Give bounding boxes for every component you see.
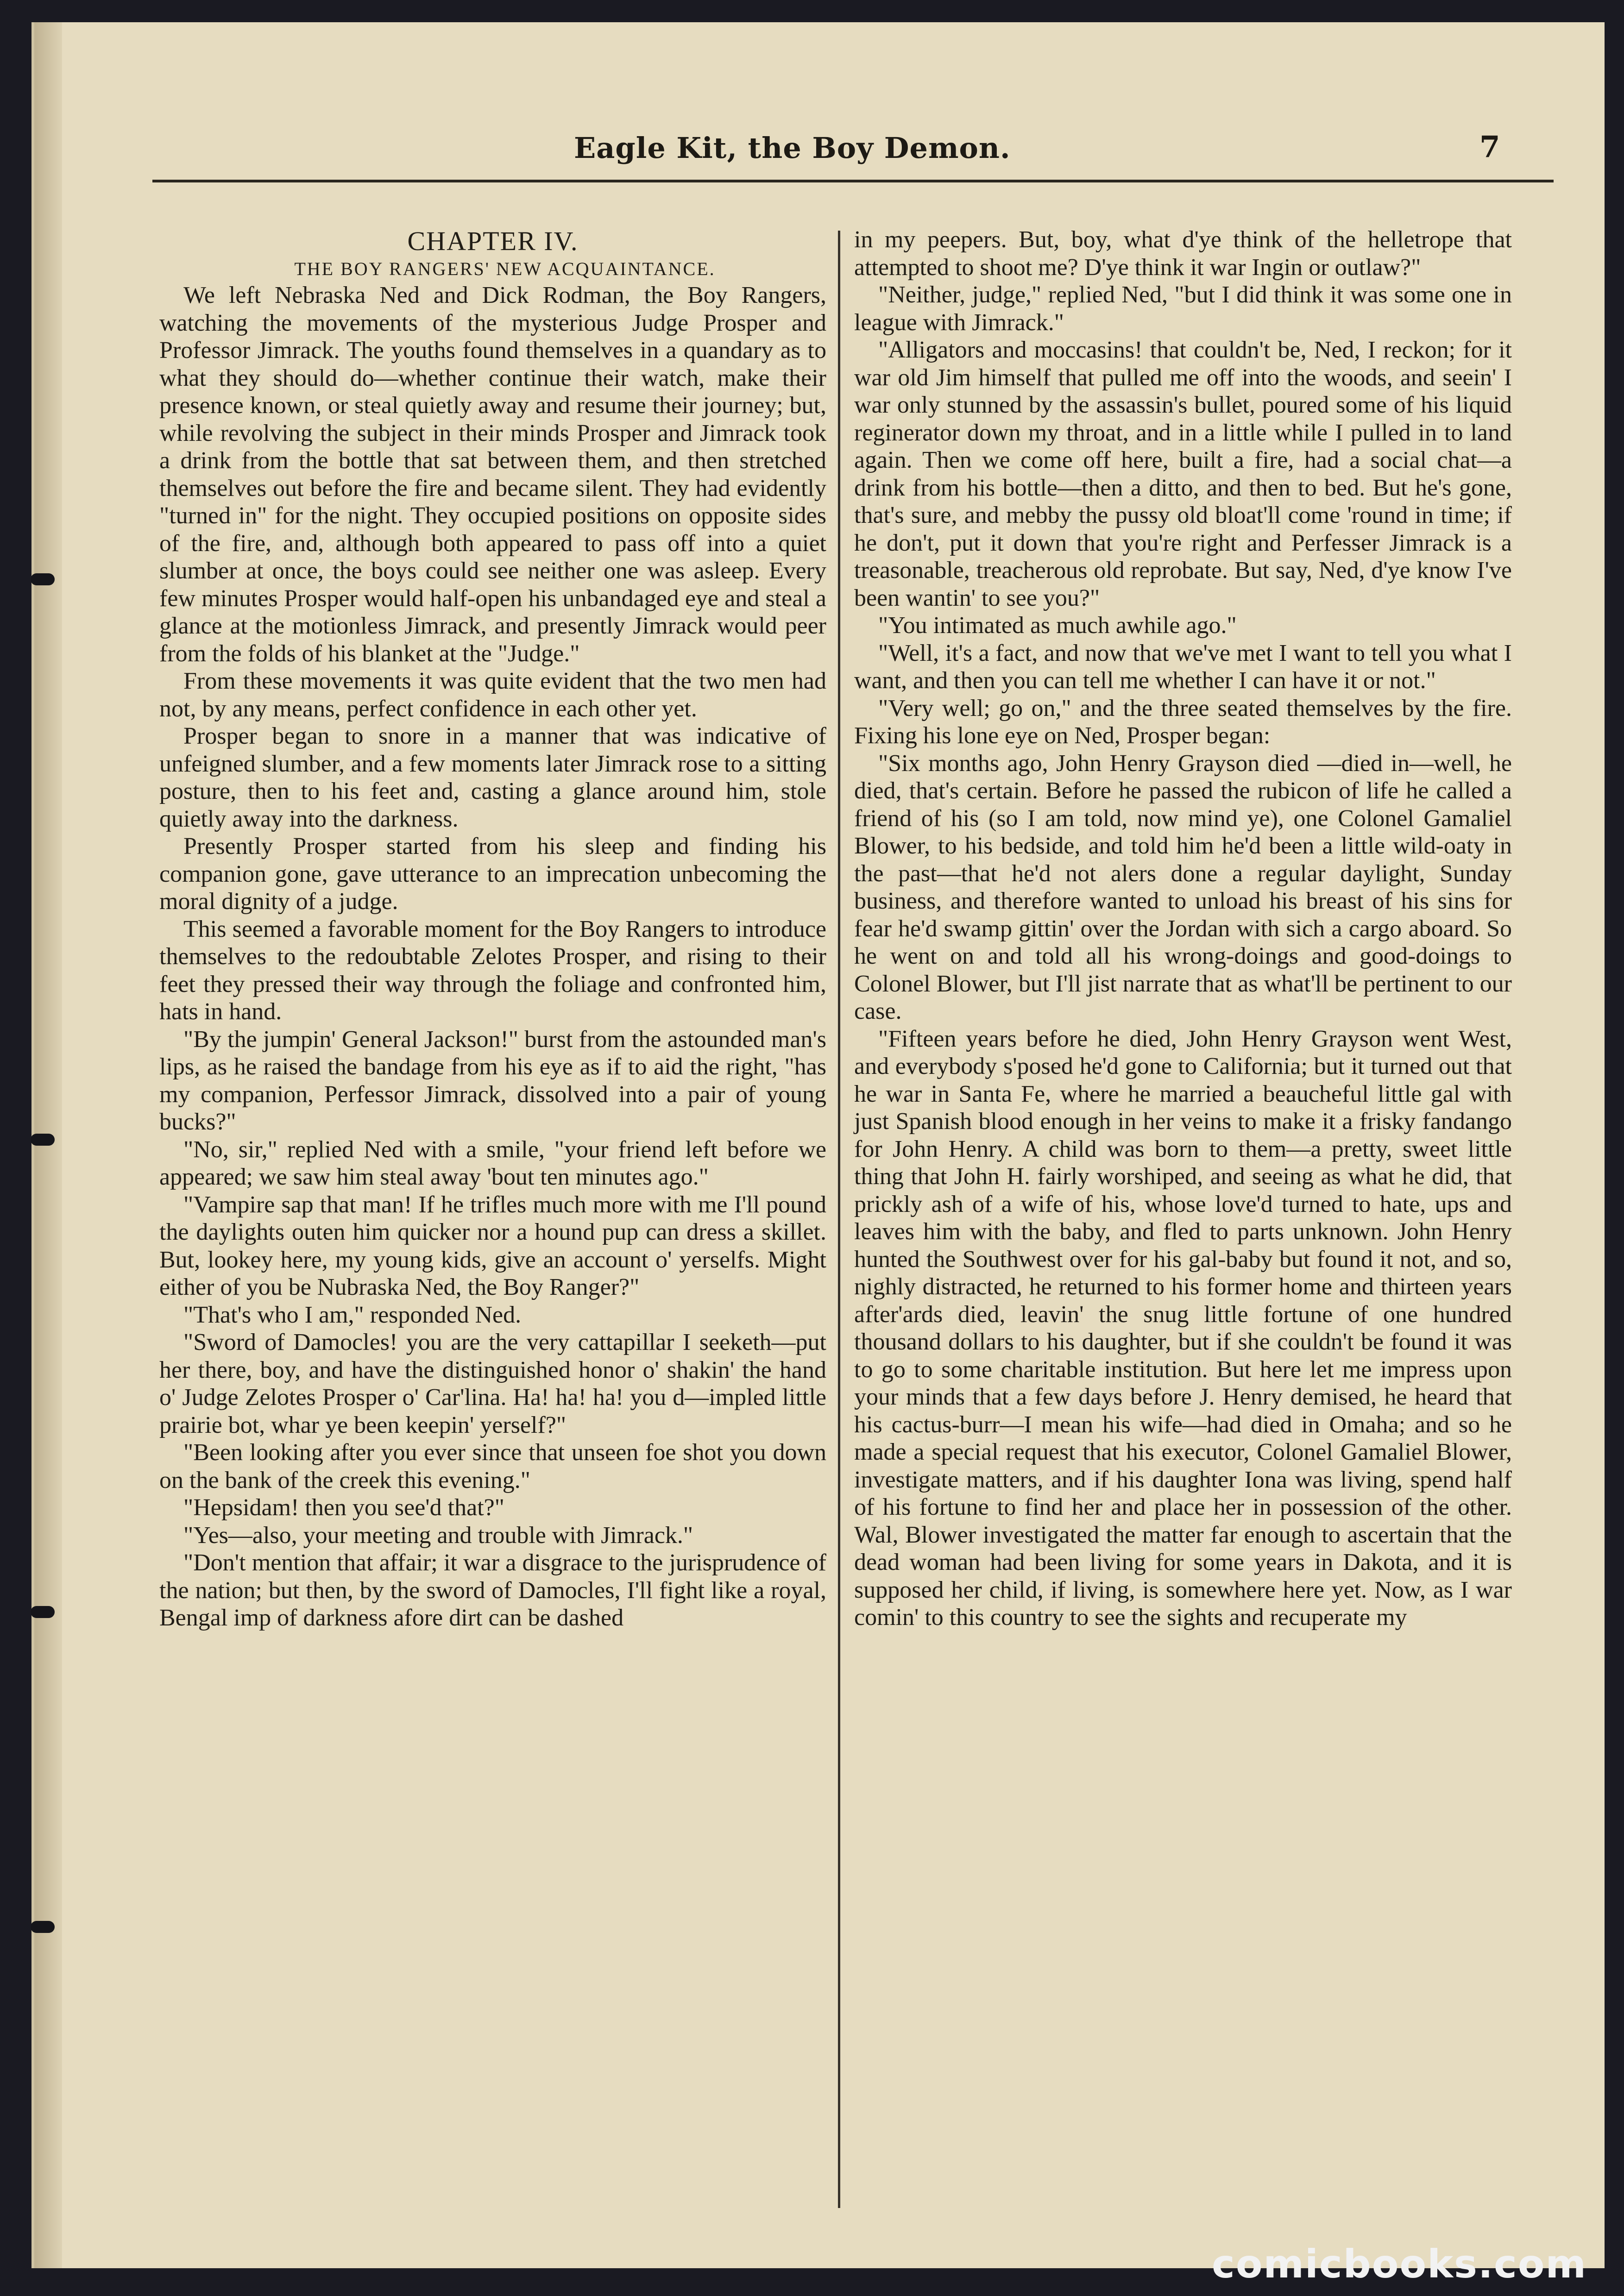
paragraph: "Fifteen years before he died, John Henry Grayson went West, and everybody s'posed he'd gone to California; but it turned out that he war in Santa Fe, where he married a beaucheful little gal with just Spanish blood enough in her veins to make it a frisky fandango for John Henry. A child was born to them—a pretty, sweet little thing that John H. fairly worshiped, and seeing as what he did, that prickly ash of a wife of his, whose love'd turned to hate, ups and leaves him with the baby, and fled to parts unknown. John Henry hunted the Southwest over for his gal-baby but found it not, and so, nighly distracted, he returned to his former home and thirteen years after'ards died, leavin' the snug little fortune of one hundred thousand dollars to his daughter, but if she couldn't be found it was to go to some charitable institution. But here let me impress upon your minds that a few days before J. Henry demised, he heard that his cactus-burr—I mean his wife—had died in Omaha; and so he made a special request that his executor, Colonel Gamaliel Blower, investigate matters, and if his daughter Iona was living, spend half of his fortune to find her and place her in possession of the other. Wal, Blower investigated the matter far enough to ascertain that the dead woman had been living for some years in Dakota, and it is supposed her child, if living, is somewhere here yet. Now, as I war comin' to this country to see the sights and recuperate my [854, 1025, 1512, 1631]
right-column [854, 226, 1512, 1631]
header-rule [152, 180, 1554, 182]
left-column [159, 226, 826, 1632]
paragraph: Presently Prosper started from his sleep and finding his companion gone, gave utterance to an imprecation unbecoming the moral dignity of a judge. [159, 833, 826, 915]
binding-edge [34, 22, 62, 2268]
paragraph: This seemed a favorable moment for the Boy Rangers to introduce themselves to the redoubtable Zelotes Prosper, and rising to their feet they pressed their way through the foliage and confronted him, hats in hand. [159, 916, 826, 1025]
paragraph: "By the jumpin' General Jackson!" burst from the astounded man's lips, as he raised the bandage from his eye as if to aid the right, "has my companion, Perfessor Jimrack, dissolved into a pair of young bucks?" [159, 1026, 826, 1135]
paragraph: "That's who I am," responded Ned. [183, 1301, 522, 1328]
chapter-title: CHAPTER IV. [407, 226, 579, 256]
binding-stitch [31, 1606, 55, 1618]
site-watermark: comicbooks.com [1212, 2241, 1587, 2287]
page-number: 7 [1479, 130, 1500, 164]
paragraph: "Hepsidam! then you see'd that?" [183, 1494, 504, 1521]
paragraph: "Alligators and moccasins! that couldn't be, Ned, I reckon; for it war old Jim himself that pulled me off into the woods, and seein' I war only stunned by the assassin's bullet, poured some of his liquid reginerator down my throat, and in a little while I pulled in to land again. Then we come off here, built a fire, had a social chat—a drink from his bottle—then a ditto, and then to bed. But he's gone, that's sure, and mebby the pussy old bloat'll come 'round in time; if he don't, put it down that you're right and Perfesser Jimrack is a treasonable, treacherous old reprobate. But say, Ned, d'ye know I've been wantin' to see you?" [854, 337, 1512, 611]
paragraph: "Don't mention that affair; it war a disgrace to the jurisprudence of the nation; but then, by the sword of Damocles, I'll fight like a royal, Bengal imp of darkness afore dirt can be dashed [159, 1549, 826, 1631]
paragraph: "No, sir," replied Ned with a smile, "your friend left before we appeared; we saw him steal away 'bout ten minutes ago." [159, 1136, 826, 1190]
column-divider [838, 231, 840, 2208]
paragraph: "Sword of Damocles! you are the very cattapillar I seeketh—put her there, boy, and have the distinguished honor o' shakin' the hand o' Judge Zelotes Prosper o' Car'lina. Ha! ha! ha! you d—impled little prairie bot, whar ye been keepin' yerself?" [159, 1329, 826, 1438]
paragraph: "Six months ago, John Henry Grayson died —died in—well, he died, that's certain. Before he passed the rubicon of life he called a friend of his (so I am told, now mind ye), one Colonel Gamaliel Blower, to his bedside, and told him he'd been a little wild-oaty in the past—that he'd not alers done a regular daylight, Sunday business, and therefore wanted to unload his breast of his sins for fear he'd swamp gittin' over the Jordan with sich a cargo aboard. So he went on and told all his wrong-doings and good-doings to Colonel Blower, but I'll jist narrate that as what'll be pertinent to our case. [854, 750, 1512, 1024]
paragraph: "Neither, judge," replied Ned, "but I did think it was some one in league with Jimrack." [854, 282, 1512, 336]
paragraph: From these movements it was quite evident that the two men had not, by any means, perfect confidence in each other yet. [159, 668, 826, 722]
paragraph: Prosper began to snore in a manner that was indicative of unfeigned slumber, and a few moments later Jimrack rose to a sitting posture, then to his feet and, casting a glance around him, stole quietly away into the darkness. [159, 723, 826, 832]
chapter-subtitle: THE BOY RANGERS' NEW ACQUAINTANCE. [294, 258, 716, 279]
paragraph: We left Nebraska Ned and Dick Rodman, the Boy Rangers, watching the movements of the mysterious Judge Prosper and Professor Jimrack. The youths found themselves in a quandary as to what they should do—whether continue their watch, make their presence known, or steal quietly away and resume their journey; but, while revolving the subject in their minds Prosper and Jimrack took a drink from the bottle that sat between them, and then stretched themselves out before the fire and became silent. They had evidently "turned in" for the night. They occupied positions on opposite sides of the fire, and, although both appeared to pass off into a quiet slumber at once, the boys could see neither one was asleep. Every few minutes Prosper would half-open his unbandaged eye and steal a glance at the motionless Jimrack, and presently Jimrack would peer from the folds of his blanket at the "Judge." [159, 282, 826, 667]
paragraph: "Vampire sap that man! If he trifles much more with me I'll pound the daylights outen him quicker nor a hound pup can dress a skillet. But, lookey here, my young kids, give an account o' yerselfs. Might either of you be Nubraska Ned, the Boy Ranger?" [159, 1191, 826, 1300]
binding-stitch [31, 573, 55, 585]
running-title: Eagle Kit, the Boy Demon. [574, 131, 1011, 165]
paragraph: "Well, it's a fact, and now that we've met I want to tell you what I want, and then you can tell me whether I can have it or not." [854, 640, 1512, 694]
paragraph: "Been looking after you ever since that unseen foe shot you down on the bank of the creek this evening." [159, 1439, 826, 1493]
paragraph: "You intimated as much awhile ago." [878, 612, 1237, 639]
paragraph: "Very well; go on," and the three seated themselves by the fire. Fixing his lone eye on Ned, Prosper began: [854, 695, 1512, 749]
book-page [31, 22, 1605, 2268]
binding-stitch [31, 1921, 55, 1933]
binding-stitch [31, 1134, 55, 1146]
paragraph: in my peepers. But, boy, what d'ye think of the helletrope that attempted to shoot me? D'ye think it war Ingin or outlaw?" [854, 226, 1512, 281]
paragraph: "Yes—also, your meeting and trouble with Jimrack." [183, 1522, 693, 1549]
